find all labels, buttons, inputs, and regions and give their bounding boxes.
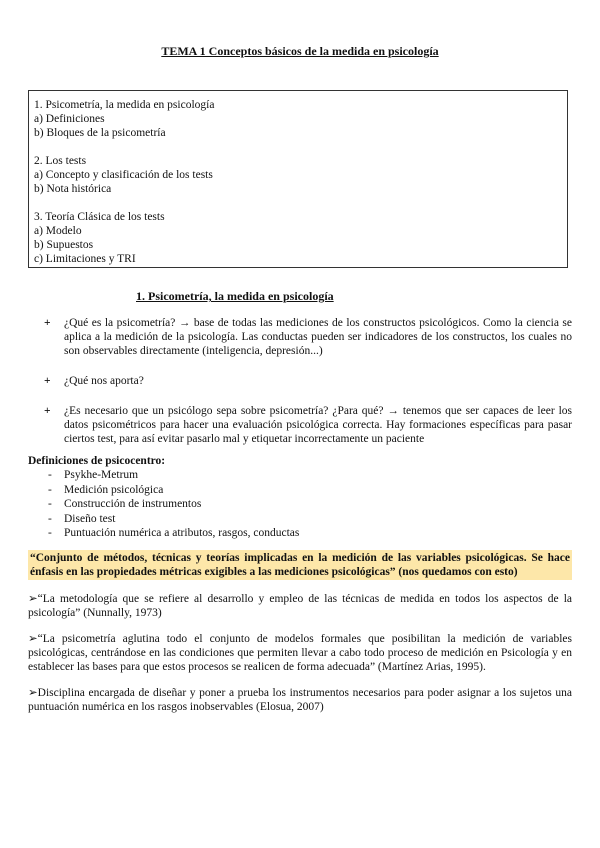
dash-icon: - — [48, 469, 52, 481]
toc-line: 2. Los tests — [34, 155, 87, 167]
toc-group-3 — [34, 210, 562, 266]
list-item — [28, 526, 568, 541]
quote: ➢“La psicometría aglutina todo el conjunto de modelos formales que posibilitan la medición de variables psicológicas, centrándose en las condiciones que permiten llevar a cabo todo proceso de medición en Psicología y en establecer las bases para que estos procesos se realicen de forma adecuada” (Martínez Arias, 1995). — [28, 633, 572, 673]
toc-group-2 — [34, 154, 562, 196]
dash-icon: - — [48, 527, 52, 539]
toc-line: c) Limitaciones y TRI — [34, 253, 136, 265]
list-item — [44, 316, 572, 358]
section-heading: 1. Psicometría, la medida en psicología — [136, 289, 334, 303]
toc-line: a) Modelo — [34, 225, 82, 237]
bullet-list — [44, 316, 572, 462]
toc-line: 1. Psicometría, la medida en psicología — [34, 99, 215, 111]
bullet-text: ¿Qué nos aporta? — [64, 375, 144, 387]
definitions-block — [28, 454, 568, 541]
plus-icon: + — [44, 405, 51, 417]
toc-group-1 — [34, 98, 562, 140]
quote: ➢Disciplina encargada de diseñar y poner a prueba los instrumentos necesarios para poder asignar a los sujetos una puntuación numérica en los rasgos inobservables (Elosua, 2007) — [28, 687, 572, 713]
toc-line: 3. Teoría Clásica de los tests — [34, 211, 165, 223]
list-item — [44, 404, 572, 446]
definition-text: Puntuación numérica a atributos, rasgos, conductas — [64, 527, 300, 539]
list-item — [28, 497, 568, 512]
highlighted-definition: “Conjunto de métodos, técnicas y teorías implicadas en la medición de las variables psicológicas. Se hace énfasis en las propiedades métricas exigibles a las mediciones psicológicas” (nos quedamos con esto) — [30, 552, 570, 578]
bullet-text: ¿Qué es la psicometría? → base de todas las mediciones de los constructos psicológicos. Como la ciencia se aplica a la medición de la psicología. Las conductas pueden ser indicadores de los constructos, los cuales no son observables directamente (inteligencia, depresión...) — [64, 317, 572, 357]
dash-icon: - — [48, 512, 52, 525]
list-item — [28, 512, 568, 527]
list-item — [28, 483, 568, 498]
definition-text: Construcción de instrumentos — [64, 498, 202, 510]
toc-line: a) Concepto y clasificación de los tests — [34, 169, 213, 181]
list-item — [28, 468, 568, 483]
definition-text: Diseño test — [64, 512, 116, 525]
plus-icon: + — [44, 317, 51, 329]
plus-icon: + — [44, 375, 51, 387]
page-title: TEMA 1 Conceptos básicos de la medida en psicología — [161, 44, 439, 58]
quote: ➢“La metodología que se refiere al desarrollo y empleo de las técnicas de medida en todos los aspectos de la psicología” (Nunnally, 1973) — [28, 593, 572, 619]
table-of-contents — [28, 90, 568, 268]
definitions-list — [28, 468, 568, 541]
toc-line: a) Definiciones — [34, 113, 105, 125]
definitions-heading: Definiciones de psicocentro: — [28, 455, 166, 467]
definition-text: Medición psicológica — [64, 483, 164, 496]
definition-text: Psykhe-Metrum — [64, 469, 139, 481]
toc-line: b) Supuestos — [34, 239, 94, 251]
dash-icon: - — [48, 498, 52, 510]
list-item — [44, 374, 572, 388]
toc-line: b) Bloques de la psicometría — [34, 127, 166, 139]
quotes-block — [28, 592, 572, 726]
bullet-text: ¿Es necesario que un psicólogo sepa sobre psicometría? ¿Para qué? → tenemos que ser capaces de leer los datos psicométricos para hacer una evaluación psicológica correcta. Hay formaciones específicas para pasar ciertos test, para así evitar pasarlo mal y etiquetar incorrectamente un paciente — [64, 405, 572, 445]
toc-line: b) Nota histórica — [34, 183, 112, 195]
dash-icon: - — [48, 483, 52, 496]
